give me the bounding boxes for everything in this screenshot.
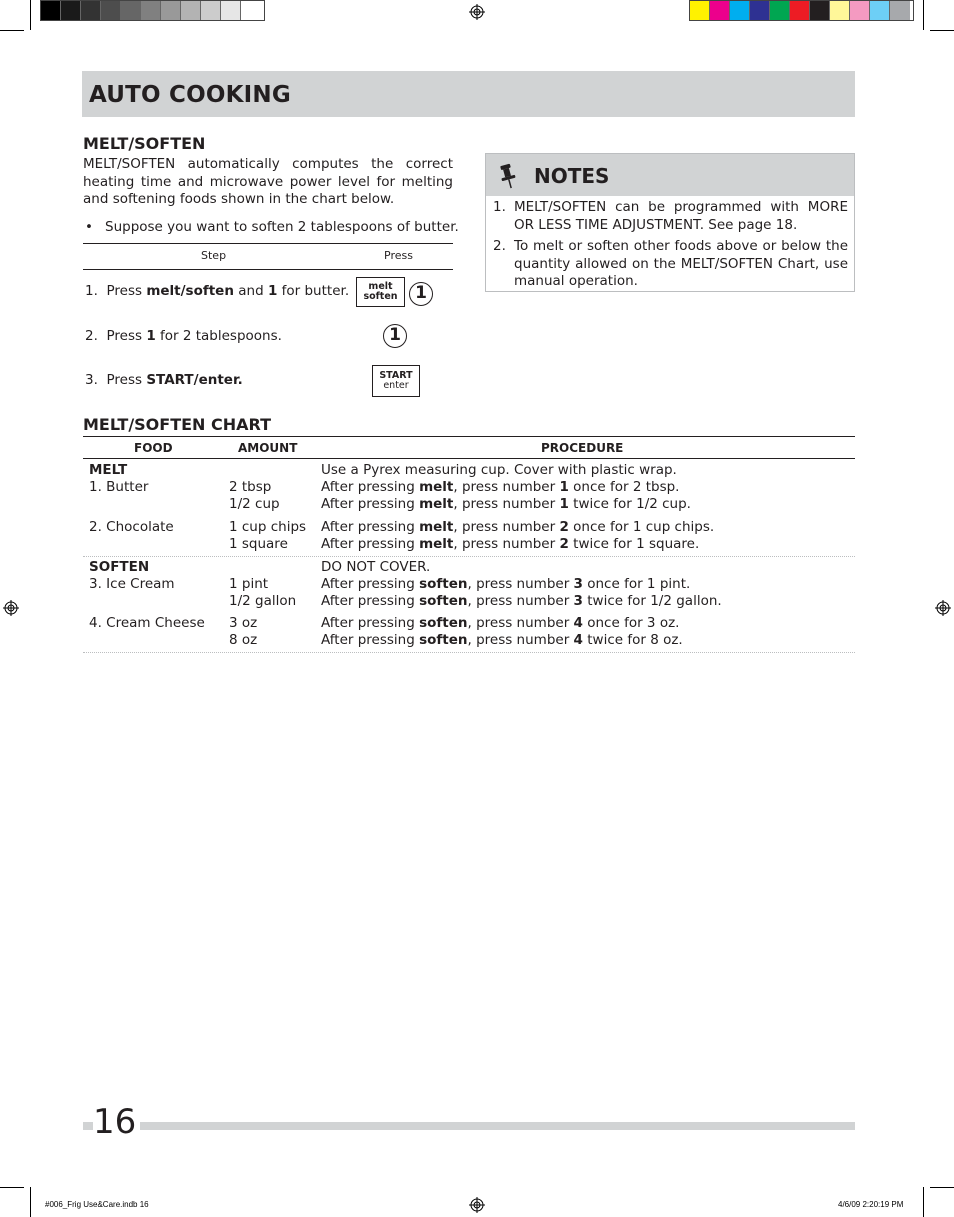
melt-soften-chart [83, 436, 855, 459]
melt-group-note: Use a Pyrex measuring cup. Cover with plastic wrap. [321, 462, 677, 478]
color-swatch [690, 1, 710, 20]
step-number: 3. [85, 372, 98, 388]
procedure-text: twice for 1/2 cup. [568, 496, 691, 512]
melt-group-label: MELT [89, 462, 128, 478]
color-swatch [730, 1, 750, 20]
procedure-key: melt [419, 496, 454, 512]
procedure [321, 593, 722, 610]
color-swatch [890, 1, 910, 20]
timestamp-slug: 4/6/09 2:20:19 PM [838, 1200, 904, 1209]
step-text: and [233, 283, 268, 299]
key-label: START [379, 370, 413, 381]
procedure-number: 2 [559, 519, 569, 535]
procedure-key: melt [419, 519, 454, 535]
color-swatch [41, 1, 61, 20]
step-text: for butter. [277, 283, 350, 299]
step-key-name: 1 [267, 283, 278, 299]
crop-mark [930, 1187, 954, 1188]
note-text: To melt or soften other foods above or below the quantity allowed on the MELT/SOFTEN Chart, use manual operation. [514, 238, 848, 289]
soften-group-label: SOFTEN [89, 559, 150, 575]
procedure [321, 479, 679, 496]
procedure-number: 1 [559, 479, 569, 495]
procedure-text: After pressing [321, 479, 420, 495]
note-number: 1. [493, 199, 506, 215]
food-name: 1. Butter [89, 479, 149, 495]
bullet-icon: • [85, 219, 93, 235]
procedure [321, 615, 679, 632]
chart-header-row [83, 436, 855, 459]
procedure-key: melt [419, 536, 454, 552]
color-swatch [101, 1, 121, 20]
melt-soften-intro: MELT/SOFTEN automatically computes the correct heating time and microwave power level for melting and softening foods shown in the chart below. [83, 156, 453, 207]
amount: 3 oz [229, 615, 258, 631]
color-swatch [241, 1, 261, 20]
procedure-number: 1 [559, 496, 569, 512]
procedure-number: 3 [573, 576, 583, 592]
procedure [321, 496, 691, 513]
step-text: Press [106, 328, 147, 344]
key-label: melt [368, 281, 393, 292]
steps-header [83, 243, 453, 270]
procedure-text: , press number [453, 519, 560, 535]
registration-mark-icon [469, 4, 485, 20]
procedure-text: , press number [467, 615, 574, 631]
step-number: 2. [85, 328, 98, 344]
color-swatch [770, 1, 790, 20]
color-swatch [870, 1, 890, 20]
color-swatch [201, 1, 221, 20]
procedure-text: once for 3 oz. [582, 615, 680, 631]
notes-header [486, 154, 854, 196]
gray-color-bar [40, 0, 265, 21]
crop-mark [923, 1187, 924, 1217]
amount: 1/2 cup [229, 496, 280, 512]
procedure [321, 576, 690, 593]
food-name: 3. Ice Cream [89, 576, 175, 592]
procedure-text: After pressing [321, 519, 420, 535]
procedure-number: 3 [573, 593, 583, 609]
procedure-text: , press number [467, 576, 574, 592]
step-text: Press [106, 283, 147, 299]
chart-heading: MELT/SOFTEN CHART [83, 415, 272, 434]
procedure-text: , press number [467, 632, 574, 648]
step-key-name: melt/soften [146, 283, 234, 299]
notes-box [485, 153, 855, 292]
crop-mark [0, 1187, 24, 1188]
amount-column-header: AMOUNT [238, 441, 298, 455]
procedure-text: After pressing [321, 632, 420, 648]
process-color-bar [689, 0, 914, 21]
procedure-column-header: PROCEDURE [541, 441, 624, 455]
crop-mark [930, 30, 954, 31]
crop-mark [30, 0, 31, 30]
soften-group-note: DO NOT COVER. [321, 559, 431, 575]
step-column-header: Step [201, 249, 227, 262]
color-swatch [121, 1, 141, 20]
procedure-text: once for 1 pint. [582, 576, 691, 592]
procedure-text: once for 1 cup chips. [568, 519, 715, 535]
page-title: AUTO COOKING [89, 82, 291, 108]
note-text: MELT/SOFTEN can be programmed with MORE OR LESS TIME ADJUSTMENT. See page 18. [514, 199, 848, 233]
amount: 1/2 gallon [229, 593, 297, 609]
procedure-text: After pressing [321, 536, 420, 552]
procedure-text: After pressing [321, 576, 420, 592]
color-swatch [750, 1, 770, 20]
pushpin-icon [499, 163, 521, 189]
step-text: for 2 tablespoons. [155, 328, 282, 344]
procedure [321, 536, 699, 553]
procedure-text: After pressing [321, 615, 420, 631]
procedure-key: soften [419, 593, 468, 609]
title-band [82, 71, 855, 117]
amount: 8 oz [229, 632, 258, 648]
procedure-key: soften [419, 576, 468, 592]
color-swatch [790, 1, 810, 20]
procedure-text: twice for 1/2 gallon. [582, 593, 722, 609]
file-slug: #006_Frig Use&Care.indb 16 [45, 1200, 149, 1209]
registration-mark-icon [935, 600, 951, 616]
food-column-header: FOOD [134, 441, 173, 455]
melt-soften-key [356, 277, 405, 307]
color-swatch [710, 1, 730, 20]
page-number: 16 [93, 1102, 140, 1142]
registration-mark-icon [3, 600, 19, 616]
notes-heading: NOTES [534, 164, 610, 188]
amount: 1 cup chips [229, 519, 307, 535]
procedure-key: soften [419, 615, 468, 631]
color-swatch [221, 1, 241, 20]
food-name: 4. Cream Cheese [89, 615, 205, 631]
procedure-number: 4 [573, 632, 583, 648]
food-name: 2. Chocolate [89, 519, 174, 535]
procedure-number: 4 [573, 615, 583, 631]
row-divider [83, 556, 855, 557]
color-swatch [141, 1, 161, 20]
crop-mark [30, 1187, 31, 1217]
color-swatch [830, 1, 850, 20]
press-column-header: Press [384, 249, 413, 262]
step-text: Press [106, 372, 147, 388]
color-swatch [81, 1, 101, 20]
procedure-text: , press number [453, 536, 560, 552]
step-number: 1. [85, 283, 98, 299]
key-label: soften [363, 291, 398, 302]
footer-bar [83, 1122, 855, 1130]
step-key-name: 1 [146, 328, 156, 344]
color-swatch [161, 1, 181, 20]
color-swatch [850, 1, 870, 20]
example-bullet: Suppose you want to soften 2 tablespoons of butter. [105, 219, 459, 235]
note-item [493, 238, 848, 291]
color-swatch [181, 1, 201, 20]
step-key-name: START/enter. [146, 372, 243, 388]
procedure-key: melt [419, 479, 454, 495]
procedure-text: After pressing [321, 593, 420, 609]
amount: 2 tbsp [229, 479, 272, 495]
number-1-key: 1 [409, 282, 433, 306]
procedure-text: After pressing [321, 496, 420, 512]
registration-mark-icon [469, 1197, 485, 1213]
procedure-text: , press number [467, 593, 574, 609]
step-2 [85, 328, 282, 344]
crop-mark [0, 30, 24, 31]
procedure-text: , press number [453, 479, 560, 495]
key-label: enter [383, 380, 409, 391]
step-1 [85, 283, 349, 299]
steps-table [83, 243, 453, 270]
procedure-text: once for 2 tbsp. [568, 479, 680, 495]
procedure-number: 2 [559, 536, 569, 552]
amount: 1 square [229, 536, 288, 552]
crop-mark [923, 0, 924, 30]
note-item [493, 199, 848, 234]
color-swatch [810, 1, 830, 20]
start-enter-key [372, 365, 420, 397]
procedure-text: twice for 8 oz. [582, 632, 683, 648]
number-1-key: 1 [383, 324, 407, 348]
row-divider [83, 652, 855, 653]
procedure-text: , press number [453, 496, 560, 512]
step-3 [85, 372, 243, 388]
note-number: 2. [493, 238, 506, 254]
procedure-text: twice for 1 square. [568, 536, 700, 552]
color-swatch [61, 1, 81, 20]
amount: 1 pint [229, 576, 269, 592]
procedure [321, 519, 714, 536]
procedure [321, 632, 683, 649]
procedure-key: soften [419, 632, 468, 648]
melt-soften-heading: MELT/SOFTEN [83, 134, 206, 153]
